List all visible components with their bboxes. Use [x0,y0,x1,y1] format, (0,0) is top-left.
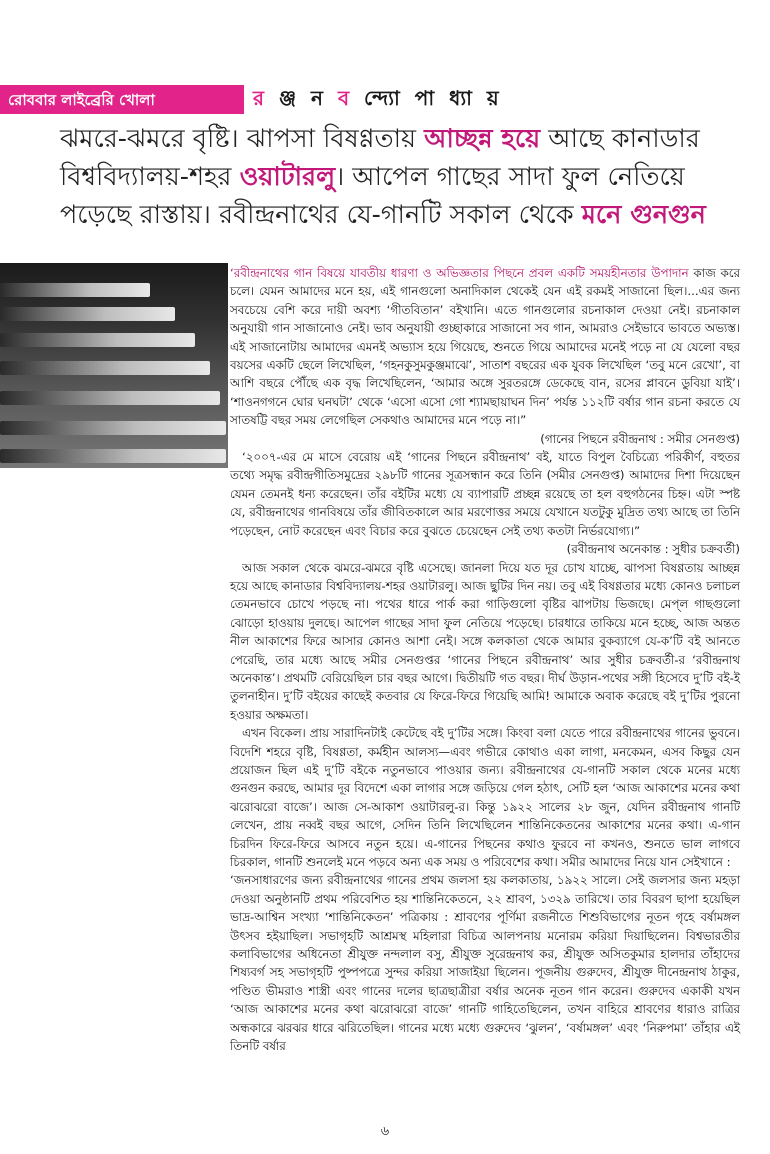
deck-highlight: ওয়াটারলু [239,162,336,192]
article-body [230,264,740,1055]
deck-highlight: মনে গুনগুন [581,200,706,230]
quote-paragraph-2: ‘২০০৭-এর মে মাসে বেরোয় এই ‘গানের পিছনে রবীন্দ্রনাথ’ বই, যাতে বিপুল বৈচিত্র্যে পরিকীর্ণ, বহুতর তথ্যে সমৃদ্ধ রবীন্দ্রগীতিসমুদ্রের ২৯৮টি গানের সূত্রসন্ধান করে তিনি (সমীর সেনগুপ্ত) আমাদের দিশা দিয়েছেন যেমন তেমনই ধন্য করেছেন। তাঁর বইটির মধ্যে যে ব্যাপারটি প্রচ্ছন্ন রয়েছে তা হল বহুগঠনের চিহ্ন। এটা স্পষ্ট যে, রবীন্দ্রনাথের গানবিষয়ে তাঁর জীবিতকালে আর মরণোত্তর সময়ে যেখানে যতটুকু মুদ্রিত তথ্য আছে তা তিনি পড়েছেন, নোট করেছেন এবং বিচার করে বুঝতে চেয়েছেন সেই তথ্য কতটা নির্ভরযোগ্য।” [230,450,740,538]
books-photo [0,263,228,468]
quote-paragraph-1 [230,264,740,430]
author-name-rest-2: ন্দ্যো পা ধ্যা য় [364,86,503,110]
citation-1: (গানের পিছনে রবীন্দ্রনাথ : সমীর সেনগুপ্ত) [540,431,740,446]
series-label: রোববার লাইব্রেরি খোলা [8,91,155,109]
deck-segment: আছে কানাডার বিশ্ববিদ্যালয়-শহর [60,124,700,192]
author-name-rest-1: ঞ্জ ন [278,86,338,110]
body-paragraph-1: আজ সকাল থেকে ঝমরে-ঝমরে বৃষ্টি এসেছে। জানলা দিয়ে যত দূর চোখ যাচ্ছে, ঝাপসা বিষণ্ণতায় আচ্ছন্ন হয়ে আছে কানাডার বিশ্ববিদ্যালয়-শহর ওয়াটারলু। আজ ছুটির দিন নয়। তবু এই বিষণ্ণতার মধ্যে কোনও চলাচল তেমনভাবে চোখে পড়ছে না। পথের ধারে পার্ক করা গাড়িগুলো বৃষ্টির ঝাপটায় ভিজছে। মেপ্‌ল গাছগুলো ঝোড়ো হাওয়ায় দুলছে। আপেল গাছের সাদা ফুল নেতিয়ে পড়েছে। চারধারে তাকিয়ে মনে হচ্ছে, আজ অন্তত নীল আকাশের ফিরে আসার কোনও আশা নেই। সঙ্গে কলকাতা থেকে আমার বুকব্যাগে যে-ক’টি বই আনতে পেরেছি, তার মধ্যে আছে সমীর সেনগুপ্তর ‘গানের পিছনে রবীন্দ্রনাথ’ আর সুধীর চক্রবর্তী-র ‘রবীন্দ্রনাথ অনেকান্ত’। প্রথমটি বেরিয়েছিল চার বছর আগে। দ্বিতীয়টি গত বছর। দীর্ঘ উড়ান-পথের সঙ্গী হিসেবে দু’টি বই-ই তুলনাহীন। দু’টি বইয়ের কাছেই কতবার যে ফিরে-ফিরে গিয়েছি আমি! আমাকে অবাক করেছে বই দু’টির পুরনো হওয়ার অক্ষমতা। [230,560,740,722]
quote-lead: ‘রবীন্দ্রনাথের গান বিষয়ে যাবতীয় ধারণা ও অভিজ্ঞতার পিছনে প্রবল একটি সময়হীনতার উপাদান [230,266,689,280]
citation-2: (রবীন্দ্রনাথ অনেকান্ত : সুধীর চক্রবর্তী) [566,542,740,557]
deck-text [60,120,740,234]
body-paragraph-2: এখন বিকেল। প্রায় সারাদিনটাই কেটেছে বই দু’টির সঙ্গে। কিংবা বলা যেতে পারে রবীন্দ্রনাথের গানের ভুবনে। বিদেশি শহরে বৃষ্টি, বিষণ্ণতা, কর্মহীন আলস্য—এবং গভীরে কোথাও একা লাগা, মনকেমন, এসব কিছুর যেন প্রয়োজন ছিল এই দু’টি বইকে নতুনভাবে পাওয়ার জন্য। রবীন্দ্রনাথের যে-গানটি সকাল থেকে মনের মধ্যে গুনগুন করছে, আমার দূর বিদেশে একা লাগার সঙ্গে জড়িয়ে গেল হঠাৎ, সেটি হল ‘আজ আকাশের মনের কথা ঝরোঝরো বাজে’। আজ সে-আকাশ ওয়াটারলু-র। কিন্তু ১৯২২ সালের ২৮ জুন, যেদিন রবীন্দ্রনাথ গানটি লেখেন, প্রায় নব্বই বছর আগে, সেদিন তিনি লিখেছিলেন শান্তিনিকেতনের আকাশের মনের কথা। এ-গান চিরদিন ফিরে-ফিরে আসবে নতুন হয়ে। এ-গানের পিছনের কথাও ফুরবে না কখনও, শুনতে ভাল লাগবে চিরকাল, গানটি শুনলেই মনে পড়বে অন্য এক সময় ও পরিবেশের কথা। সমীর আমাদের নিয়ে যান সেইখানে : [230,726,740,869]
book-spine [0,283,150,297]
series-banner [0,85,244,112]
author-byline [253,84,503,117]
book-spine [0,391,220,405]
book-spine [0,421,226,435]
author-initial-1: র [253,86,269,110]
block-quote: ‘জনসাধারণের জন্য রবীন্দ্রনাথের গানের প্রথম জলসা হয় কলকাতায়, ১৯২২ সালে। সেই জলসার জন্য মহড়া দেওয়া অনুষ্ঠানটি প্রথম পরিবেশিত হয় শান্তিনিকেতনে, ২২ শ্রাবণ, ১৩২৯ তারিখে। তার বিবরণ ছাপা হয়েছিল ভাদ্র-আশ্বিন সংখ্যা ‘শান্তিনিকেতন’ পত্রিকায় : শ্রাবণের পূর্ণিমা রজনীতে শিশুবিভাগের নূতন গৃহে বর্ষামঙ্গল উৎসব হইয়াছিল। সভাগৃহটি আশ্রমস্থ মহিলারা বিচিত্র আলপনায় মনোরম করিয়া দিয়াছিলেন। বিশ্বভারতীর কলাবিভাগের অধিনেতা শ্রীযুক্ত নন্দলাল বসু, শ্রীযুক্ত সুরেন্দ্রনাথ কর, শ্রীযুক্ত অসিতকুমার হালদার তাঁহাদের শিষ্যবর্গ সহ সভাগৃহটি পুষ্পপত্রে সুন্দর করিয়া সাজাইয়া ছিলেন। পূজনীয় গুরুদেব, শ্রীযুক্ত দীনেন্দ্রনাথ ঠাকুর, পণ্ডিত ভীমরাও শাস্ত্রী এবং গানের দলের ছাত্রছাত্রীরা বর্ষার অনেক নূতন গান করেন। গুরুদেব একাকী যখন ‘আজ আকাশের মনের কথা ঝরোঝরো বাজে’ গানটি গাহিতেছিলেন, তখন বাহিরে শ্রাবণের ধারাও রাত্রির অন্ধকারে ঝরঝর ধারে ঝরিতেছিল। গানের মধ্যে মধ্যে গুরুদেব ‘ঝুলন’, ‘বর্ষামঙ্গল’ এবং ‘নিরুপমা’ তাঁহার এই তিনটি বর্ষার [230,873,740,1054]
deck-highlight: আচ্ছন্ন হয়ে [424,124,541,154]
author-initial-2: ব [337,86,354,110]
deck-segment: ঝমরে-ঝমরে বৃষ্টি। ঝাপসা বিষণ্ণতায় [60,124,425,154]
book-spine [0,361,210,375]
page-number: ৬ [380,1124,390,1139]
book-spine [0,307,175,321]
book-spine [0,449,226,463]
deck-segment: । আপেল গাছের সাদা ফুল নেতিয়ে পড়েছে রাস্তায়। রবীন্দ্রনাথের যে-গানটি সকাল থেকে [60,162,685,230]
quote-text: কাজ করে চলে। যেমন আমাদের মনে হয়, এই গানগুলো অনাদিকাল থেকেই যেন এই রকমই সাজানো ছিল।...এর জন্য সবচেয়ে বেশি করে দায়ী অবশ্য ‘গীতবিতান’ বইখানি। এতে গানগুলোর রচনাকাল দেওয়া নেই। রচনাকাল অনুযায়ী গান সাজানোও নেই। ভাব অনুযায়ী গুচ্ছাকারে সাজানো সব গান, আমরাও সেইভাবে ভাবতে অভ্যস্ত। এই সাজানোটায় আমাদের এমনই অভ্যাস হয়ে গিয়েছে, শুনতে গিয়ে আমাদের মনেই পড়ে না যে যেলো বছর বয়সের একটি ছেলে লিখেছিল, ‘গহনকুসুমকুঞ্জমাঝে’, সাতাশ বছরের এক যুবক লিখেছিল ‘তবু মনে রেখো’, বা আশি বছরে পৌঁছে এক বৃদ্ধ লিখেছিলেন, ‘আমার অঙ্গে সুরতরঙ্গে ডেকেছে বান, রসের প্লাবনে ডুবিয়া যাই’। ‘শাওনগগনে ঘোর ঘনঘটা’ থেকে ‘এসো এসো গো শ্যামছায়াঘন দিন’ পর্যন্ত ১১২টি বর্ষার গান রচনা করতে যে সাতষট্টি বছর সময় লেগেছিল সেকথাও আমাদের মনে পড়ে না।” [230,266,740,428]
book-spine [0,333,195,347]
banner-rule [0,112,244,114]
